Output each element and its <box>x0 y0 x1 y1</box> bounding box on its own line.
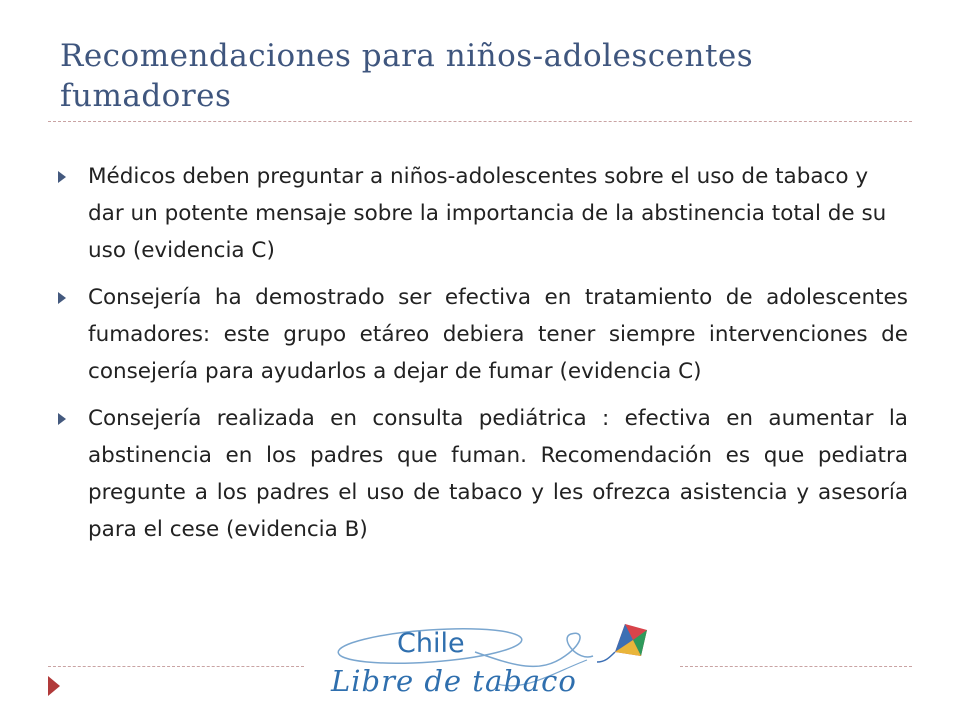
footer-divider-right <box>680 666 912 667</box>
slide-title: Recomendaciones para niños-adolescentes fumadores <box>60 38 754 114</box>
bullet-item <box>58 400 908 548</box>
bullet-text: Médicos deben preguntar a niños-adolescentes sobre el uso de tabaco y dar un potente mensaje sobre la importancia de la abstinencia total de su uso (evidencia C) <box>88 164 887 263</box>
bullet-triangle-icon <box>58 292 66 304</box>
bullet-list <box>58 158 908 558</box>
bullet-item <box>58 158 898 269</box>
bullet-triangle-icon <box>58 171 66 183</box>
bullet-item <box>58 279 908 390</box>
title-divider <box>48 121 912 122</box>
next-slide-arrow-icon[interactable] <box>48 676 60 696</box>
footer-divider-left <box>48 666 304 667</box>
logo-libre-de-tabaco-text: Libre de tabaco <box>331 664 577 698</box>
bullet-triangle-icon <box>58 413 66 425</box>
logo-chile-text: Chile <box>397 628 465 659</box>
chile-libre-de-tabaco-logo <box>325 622 675 716</box>
bullet-text: Consejería ha demostrado ser efectiva en tratamiento de adolescentes fumadores: este grupo etáreo debiera tener siempre intervenciones de consejería para ayudarlos a dejar de fumar (evidencia C) <box>88 285 908 384</box>
bullet-text: Consejería realizada en consulta pediátrica : efectiva en aumentar la abstinencia en los padres que fuman. Recomendación es que pediatra pregunte a los padres el uso de tabaco y les ofrezca asistencia y asesoría para el cese (evidencia B) <box>88 406 908 542</box>
